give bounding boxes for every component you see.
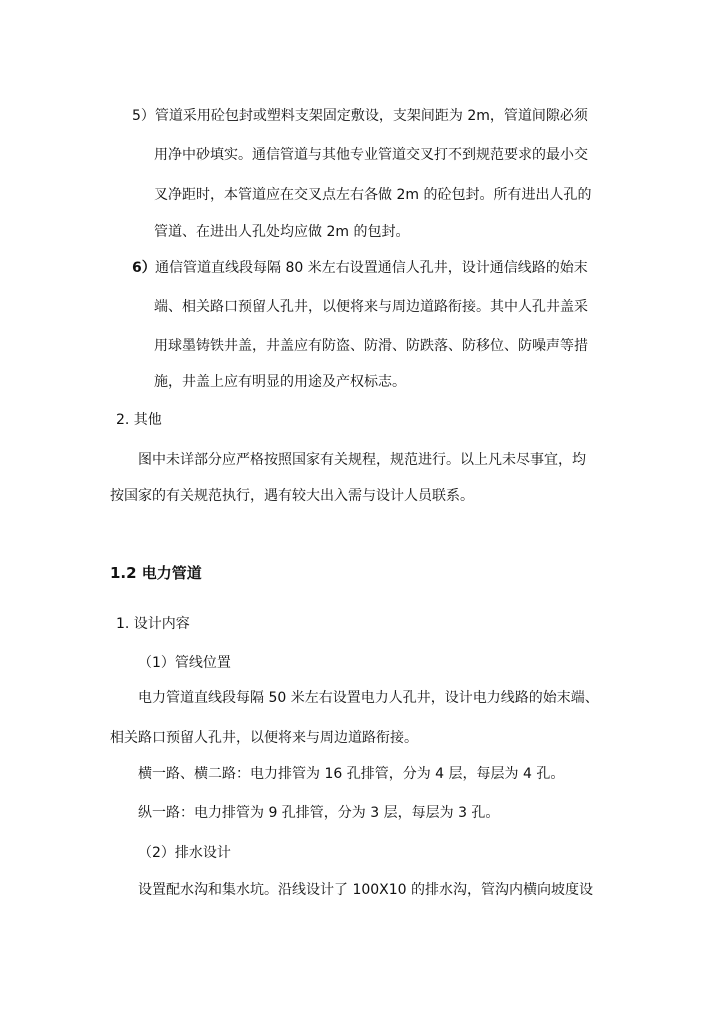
other-line-2: 按国家的有关规范执行，遇有较大出入需与设计人员联系。 (110, 488, 474, 504)
item-6-line-1: 通信管道直线段每隔 80 米左右设置通信人孔井，设计通信线路的始末 (155, 260, 588, 276)
item-5-line-4: 管道、在进出人孔处均应做 2m 的包封。 (154, 224, 410, 240)
design-content-heading: 1. 设计内容 (116, 616, 190, 632)
para1-line-1: 电力管道直线段每隔 50 米左右设置电力人孔井，设计电力线路的始末端、 (138, 690, 599, 706)
item-5-line-2: 用净中砂填实。通信管道与其他专业管道交叉打不到规范要求的最小交 (154, 147, 588, 163)
para2-line-1: 设置配水沟和集水坑。沿线设计了 100X10 的排水沟，管沟内横向坡度设 (138, 882, 594, 898)
item-6-line-4: 施，井盖上应有明显的用途及产权标志。 (154, 374, 406, 390)
para1-line-2: 相关路口预留人孔井，以便将来与周边道路衔接。 (110, 730, 418, 746)
subheading-pipeline-position: （1）管线位置 (138, 655, 231, 671)
item-6-line-3: 用球墨铸铁井盖，井盖应有防盗、防滑、防跌落、防移位、防噪声等措 (154, 338, 588, 354)
item-5-line-1: 5）管道采用砼包封或塑料支架固定敷设，支架间距为 2m，管道间隙必须 (132, 108, 588, 124)
other-heading: 2. 其他 (116, 412, 162, 428)
item-6-marker: 6） (132, 260, 156, 276)
item-5-line-3: 叉净距时，本管道应在交叉点左右各做 2m 的砼包封。所有进出人孔的 (154, 187, 592, 203)
road-2-spec: 纵一路：电力排管为 9 孔排管，分为 3 层，每层为 3 孔。 (138, 805, 500, 821)
subheading-drainage-design: （2）排水设计 (138, 845, 231, 861)
other-line-1: 图中未详部分应严格按照国家有关规程，规范进行。以上凡未尽事宜，均 (138, 452, 586, 468)
item-6-line-2: 端、相关路口预留人孔井，以便将来与周边道路衔接。其中人孔井盖采 (154, 299, 588, 315)
section-title: 1.2 电力管道 (110, 564, 202, 582)
road-1-spec: 横一路、横二路：电力排管为 16 孔排管，分为 4 层，每层为 4 孔。 (138, 766, 565, 782)
